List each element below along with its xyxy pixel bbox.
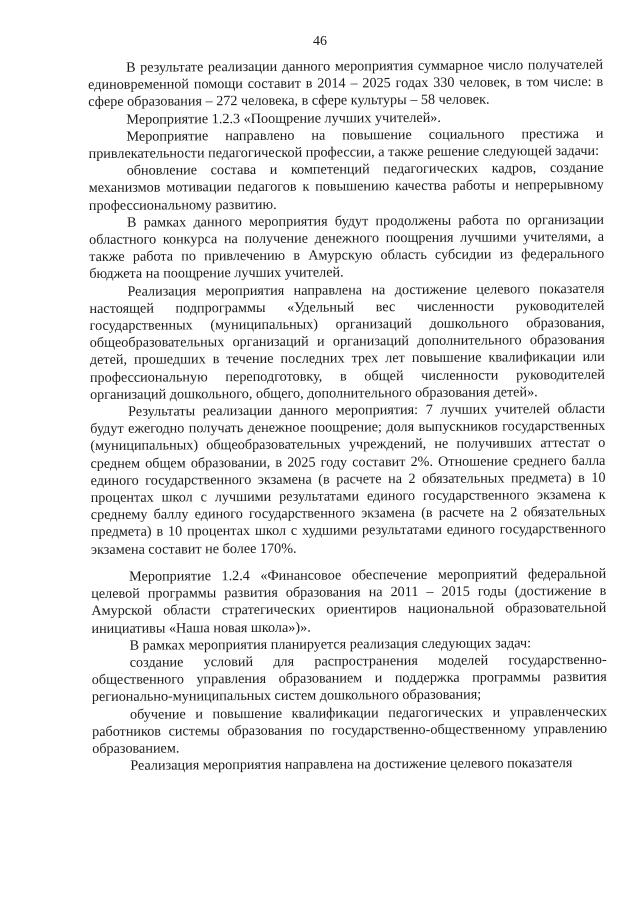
document-body bbox=[88, 57, 607, 775]
paragraph-results: Результаты реализации данного мероприятия: 7 лучших учителей области будут ежегодно получать денежное поощрение; доля выпускников государственных (муниципальных) общеобразовательных учреждений, не получивших аттестат о среднем общем образовании, в 2025 году составит 2%. Отношение среднего балла единого государственного экзамена (в расчете на 2 обязательных предмета) в 10 процентах школ с лучшими результатами единого государственного экзамена к среднему баллу единого государственного экзамена (в расчете на 2 обязательных предмета) в 10 процентах школ с худшими результатами единого государственного экзамена составит не более 170%. bbox=[90, 400, 606, 558]
paragraph-measure-heading-1-2-4: Мероприятие 1.2.4 «Финансовое обеспечение мероприятий федеральной целевой программы развития образования на 2011 – 2015 годы (достижение в Амурской области стратегических ориентиров национальной образовательной инициативы «Наша новая школа»)». bbox=[91, 565, 607, 637]
paragraph-contest-organization: В рамках данного мероприятия будут продолжены работа по организации областного конкурса на получение денежного поощрения лучшими учителями, а также работа по привлечению в Амурскую область субсидии из федерального бюджета на поощрение лучших учителей. bbox=[89, 211, 605, 283]
paragraph-measure-heading-1-2-3: Мероприятие 1.2.3 «Поощрение лучших учителей». bbox=[126, 109, 441, 128]
paragraph-task-governance-models: создание условий для распространения моделей государственно-общественного управления образованием и поддержка программы развития регионально-муниципальных систем дошкольного образования; bbox=[91, 651, 607, 706]
paragraph-planned-tasks: В рамках мероприятия планируется реализация следующих задач: bbox=[129, 635, 532, 654]
paragraph-task-staff-renewal: обновление состава и компетенций педагогических кадров, создание механизмов мотивации педагогов к повышению качества работы и непрерывному профессиональному развитию. bbox=[88, 160, 604, 214]
paragraph-task-training: обучение и повышение квалификации педагогических и управленческих работников системы образования по государственно-общественному управлению образованием. bbox=[92, 703, 608, 757]
paragraph-measure-purpose: Мероприятие направлено на повышение социального престижа и привлекательности педагогической профессии, а также решение следующей задачи: bbox=[88, 125, 604, 163]
paragraph-target-continued: Реализация мероприятия направлена на достижение целевого показателя bbox=[130, 755, 573, 774]
paragraph-result-summary: В результате реализации данного мероприятия суммарное число получателей единовременной помощи составит в 2014 – 2025 годах 330 человек, в том числе: в сфере образования – 272 человека, в сфере культуры – 58 человек. bbox=[88, 56, 604, 111]
page-number: 46 bbox=[313, 34, 327, 49]
paragraph-target-indicator: Реализация мероприятия направлена на достижение целевого показателя настоящей подпрограммы «Удельный вес численности руководителей государственных (муниципальных) организаций дошкольного образования, общеобразовательных организаций и организаций дополнительного образования детей, прошедших в течение последних трех лет повышение квалификации или профессиональную переподготовку, в общей численности руководителей организаций дошкольного, общего, дополнительного образования детей». bbox=[89, 280, 605, 403]
